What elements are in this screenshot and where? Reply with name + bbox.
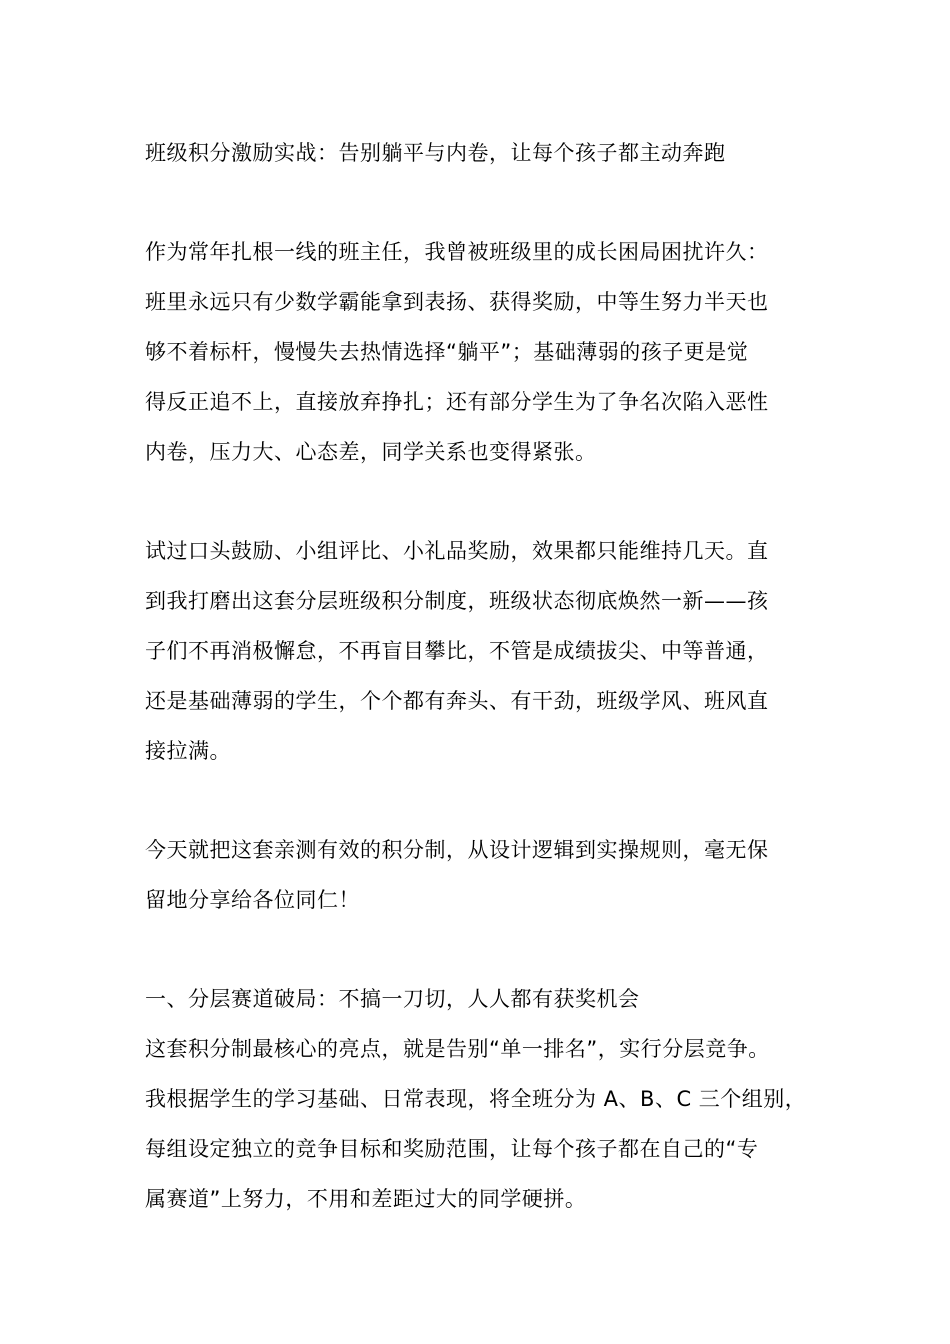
document-title: 班级积分激励实战：告别躺平与内卷，让每个孩子都主动奔跑 [145, 141, 726, 165]
paragraph-line: 还是基础薄弱的学生，个个都有奔头、有干劲，班级学风、班风直 [145, 689, 769, 713]
paragraph-line: 我根据学生的学习基础、日常表现，将全班分为 A、B、C 三个组别， [145, 1087, 807, 1111]
paragraph-line: 班里永远只有少数学霸能拿到表扬、获得奖励，中等生努力半天也 [145, 290, 769, 314]
paragraph-line: 子们不再消极懈怠，不再盲目攀比，不管是成绩拔尖、中等普通， [145, 639, 769, 663]
paragraph-line: 到我打磨出这套分层班级积分制度，班级状态彻底焕然一新——孩 [145, 589, 769, 613]
paragraph-line: 这套积分制最核心的亮点，就是告别“单一排名”，实行分层竞争。 [145, 1037, 770, 1061]
paragraph-line: 接拉满。 [145, 739, 231, 763]
paragraph-line: 内卷，压力大、心态差，同学关系也变得紧张。 [145, 440, 597, 464]
paragraph-line: 留地分享给各位同仁！ [145, 888, 360, 912]
section-heading: 一、分层赛道破局：不搞一刀切，人人都有获奖机会 [145, 987, 640, 1011]
paragraph-line: 够不着标杆，慢慢失去热情选择“躺平”；基础薄弱的孩子更是觉 [145, 340, 749, 364]
paragraph-line: 今天就把这套亲测有效的积分制，从设计逻辑到实操规则，毫无保 [145, 838, 769, 862]
paragraph-line: 属赛道”上努力，不用和差距过大的同学硬拼。 [145, 1187, 587, 1211]
paragraph-line: 作为常年扎根一线的班主任，我曾被班级里的成长困局困扰许久： [145, 240, 769, 264]
paragraph-line: 每组设定独立的竞争目标和奖励范围，让每个孩子都在自己的“专 [145, 1137, 759, 1161]
paragraph-line: 试过口头鼓励、小组评比、小礼品奖励，效果都只能维持几天。直 [145, 539, 769, 563]
paragraph-line: 得反正追不上，直接放弃挣扎；还有部分学生为了争名次陷入恶性 [145, 390, 769, 414]
